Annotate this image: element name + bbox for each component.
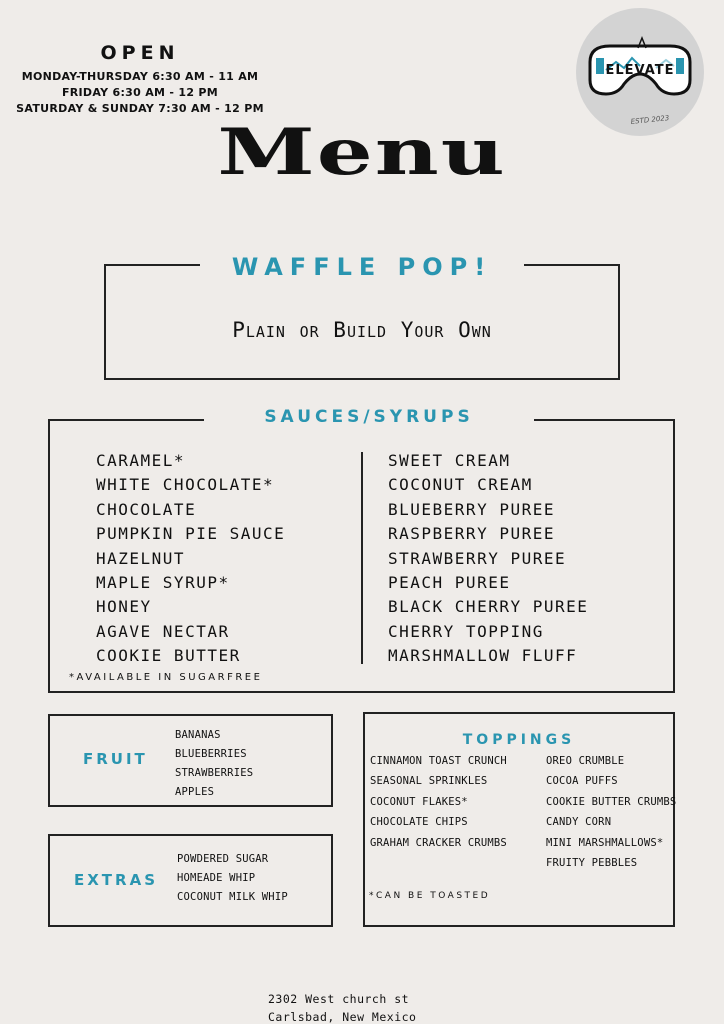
waffle-pop-title: WAFFLE POP! <box>200 253 524 281</box>
list-item: CARAMEL* <box>96 451 186 470</box>
sauces-divider <box>361 452 363 664</box>
logo-established: ESTD 2023 <box>630 114 670 126</box>
fruit-label: FRUIT <box>83 750 148 768</box>
list-item: HONEY <box>96 597 152 617</box>
list-item: COCONUT CREAM <box>388 475 533 495</box>
list-item: RASPBERRY PUREE <box>388 524 555 544</box>
sauces-title: SAUCES/SYRUPS <box>204 407 534 427</box>
list-item: MINI MARSHMALLOWS* <box>546 837 664 849</box>
list-item: CHERRY TOPPING <box>388 621 544 641</box>
list-item: COCONUT FLAKES* <box>370 796 468 808</box>
list-item: CHOCOLATE <box>96 499 197 519</box>
hours-line-weekend: SATURDAY & SUNDAY 7:30 AM - 12 PM <box>16 102 264 115</box>
hours-line-friday: FRIDAY 6:30 AM - 12 PM <box>61 86 219 99</box>
hours-line-weekday: MONDAY-THURSDAY 6:30 AM - 11 AM <box>21 70 259 83</box>
list-item: OREO CRUMBLE <box>546 755 625 767</box>
list-item: CHOCOLATE CHIPS <box>370 816 468 828</box>
toppings-title: TOPPINGS <box>462 732 576 748</box>
elevate-logo <box>576 8 704 136</box>
list-item: CANDY CORN <box>546 816 612 828</box>
extras-label: EXTRAS <box>74 871 159 889</box>
list-item: SWEET CREAM <box>388 451 511 470</box>
list-item: COCOA PUFFS <box>546 775 618 787</box>
list-item: SEASONAL SPRINKLES <box>370 775 488 787</box>
list-item: AGAVE NECTAR <box>96 621 230 641</box>
list-item: POWDERED SUGAR <box>177 853 269 865</box>
list-item: MARSHMALLOW FLUFF <box>388 646 578 666</box>
hours-title: OPEN <box>100 42 180 64</box>
list-item: BANANAS <box>175 729 221 741</box>
list-item: STRAWBERRIES <box>175 767 254 779</box>
menu-title: Menu <box>217 114 507 190</box>
list-item: COCONUT MILK WHIP <box>177 891 288 903</box>
logo-text: ELEVATE <box>605 63 675 78</box>
list-item: HAZELNUT <box>96 548 186 568</box>
address-line-1: 2302 West church st <box>268 992 410 1006</box>
sauces-note: *AVAILABLE IN SUGARFREE <box>69 672 263 683</box>
list-item: BLUEBERRIES <box>175 748 247 760</box>
list-item: WHITE CHOCOLATE* <box>96 475 275 495</box>
sauces-right-list <box>388 449 588 669</box>
toppings-note: *CAN BE TOASTED <box>369 891 491 901</box>
list-item: COOKIE BUTTER <box>96 646 241 666</box>
list-item: BLACK CHERRY PUREE <box>388 597 589 617</box>
list-item: PUMPKIN PIE SAUCE <box>96 524 286 544</box>
list-item: STRAWBERRY PUREE <box>388 548 567 568</box>
list-item: CINNAMON TOAST CRUNCH <box>370 755 507 767</box>
list-item: HOMEADE WHIP <box>177 872 256 884</box>
list-item: BLUEBERRY PUREE <box>388 499 555 519</box>
list-item: COOKIE BUTTER CRUMBS <box>546 796 677 808</box>
list-item: MAPLE SYRUP* <box>96 573 230 593</box>
sauces-left-list <box>96 449 285 669</box>
list-item: FRUITY PEBBLES <box>546 857 638 869</box>
waffle-pop-subtitle: Plain or Build Your Own <box>232 318 492 342</box>
list-item: GRAHAM CRACKER CRUMBS <box>370 837 507 849</box>
address-line-2: Carlsbad, New Mexico <box>268 1010 417 1024</box>
list-item: PEACH PUREE <box>388 573 511 593</box>
list-item: APPLES <box>175 786 215 798</box>
